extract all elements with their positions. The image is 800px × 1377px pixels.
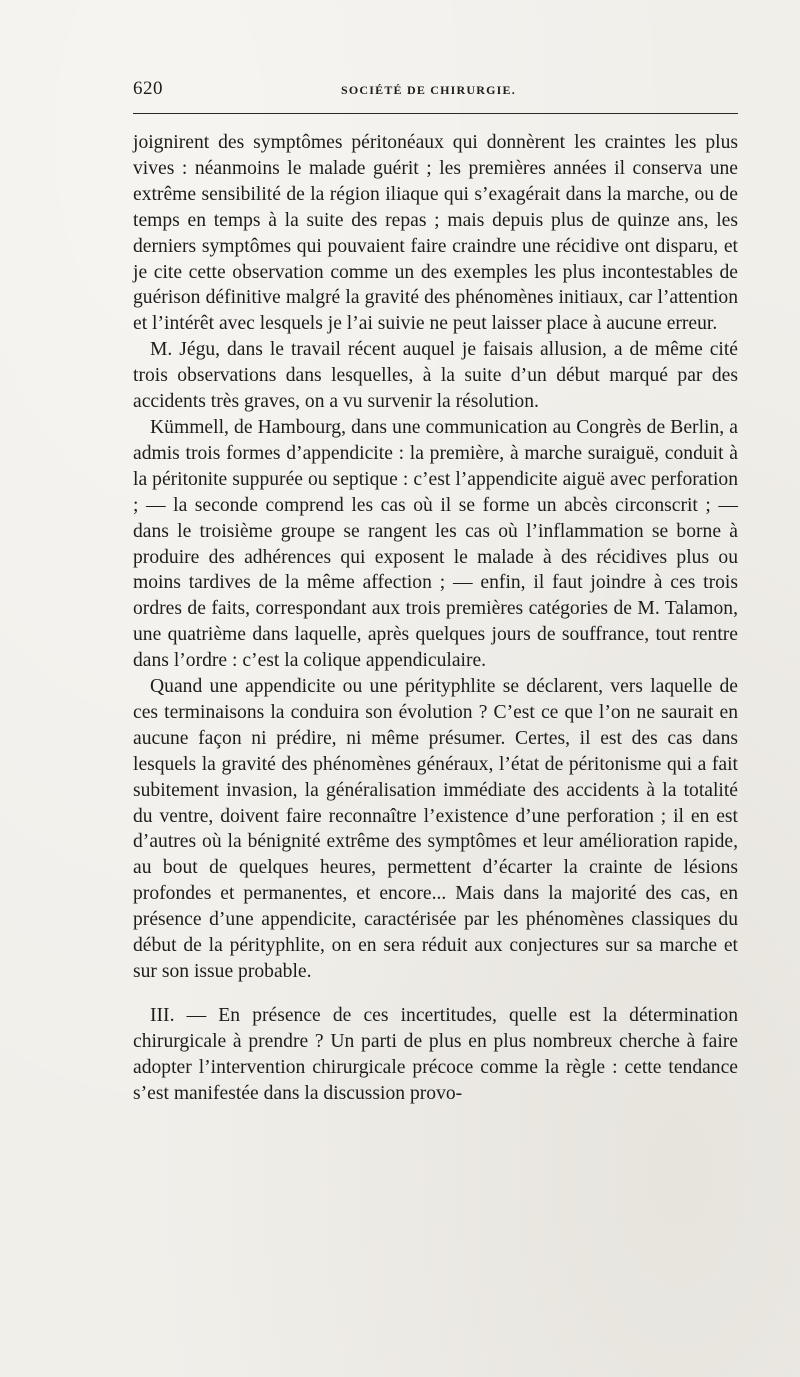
header-rule — [133, 113, 738, 114]
running-title: SOCIÉTÉ DE CHIRURGIE. — [341, 83, 516, 97]
paragraph-section-iii: III. — En présence de ces incertitudes, quelle est la détermination chirurgicale à prendre ? Un parti de plus en plus nombreux cherche à faire adopter l’intervention chirurgicale précoce comme la règle : cette tendance s’est manifestée dans la discussion provo- — [133, 1004, 738, 1104]
paragraph-continuation: joignirent des symptômes péritonéaux qui donnèrent les craintes les plus vives : néanmoins le malade guérit ; les premières années il conserva une extrême sensibilité de la région iliaque qui s’exagérait dans la marche, ou de temps en temps à la suite des repas ; mais depuis plus de quinze ans, les derniers symptômes qui pouvaient faire craindre une récidive ont disparu, et je cite cette observation comme un des exemples les plus incontestables de guérison définitive malgré la gravité des phénomènes initiaux, car l’attention et l’intérêt avec lesquels je l’ai suivie ne peut laisser place à aucune erreur. — [133, 132, 738, 335]
paragraph-kummell: Kümmell, de Hambourg, dans une communication au Congrès de Berlin, a admis trois formes d’appendicite : la première, à marche suraiguë, conduit à la péritonite suppurée ou septique : c’est l’appendicite aiguë avec perforation ; — la seconde comprend les cas où il se forme un abcès circonscrit ; — dans le troisième groupe se rangent les cas où l’inflammation se borne à produire des adhérences qui exposent le malade à des récidives plus ou moins tardives de la même affection ; — enfin, il faut joindre à ces trois ordres de faits, correspondant aux trois premières catégories de M. Talamon, une quatrième dans laquelle, après quelques jours de souffrance, tout rentre dans l’ordre : c’est la colique appendiculaire. — [133, 416, 738, 672]
page-header — [133, 78, 738, 102]
page-number: 620 — [133, 78, 163, 99]
body-text — [133, 130, 738, 1107]
paragraph-evolution: Quand une appendicite ou une pérityphlite se déclarent, vers laquelle de ces terminaisons la conduira son évolution ? C’est ce que l’on ne saurait en aucune façon ni prédire, ni même présumer. Certes, il est des cas dans lesquels la gravité des phénomènes généraux, l’état de péritonisme qui a fait subitement invasion, la généralisation immédiate des accidents à la totalité du ventre, doivent faire reconnaître l’existence d’une perforation ; il en est d’autres où la bénignité extrême des symptômes et leur amélioration rapide, au bout de quelques heures, permettent d’écarter la crainte de lésions profondes et permanentes, et encore... Mais dans la majorité des cas, en présence d’une appendicite, caractérisée par les phénomènes classiques du début de la pérityphlite, on en sera réduit aux conjectures sur sa marche et sur son issue probable. — [133, 676, 738, 982]
paragraph-jegu: M. Jégu, dans le travail récent auquel je faisais allusion, a de même cité trois observations dans lesquelles, à la suite d’un début marqué par des accidents très graves, on a vu survenir la résolution. — [133, 339, 738, 413]
